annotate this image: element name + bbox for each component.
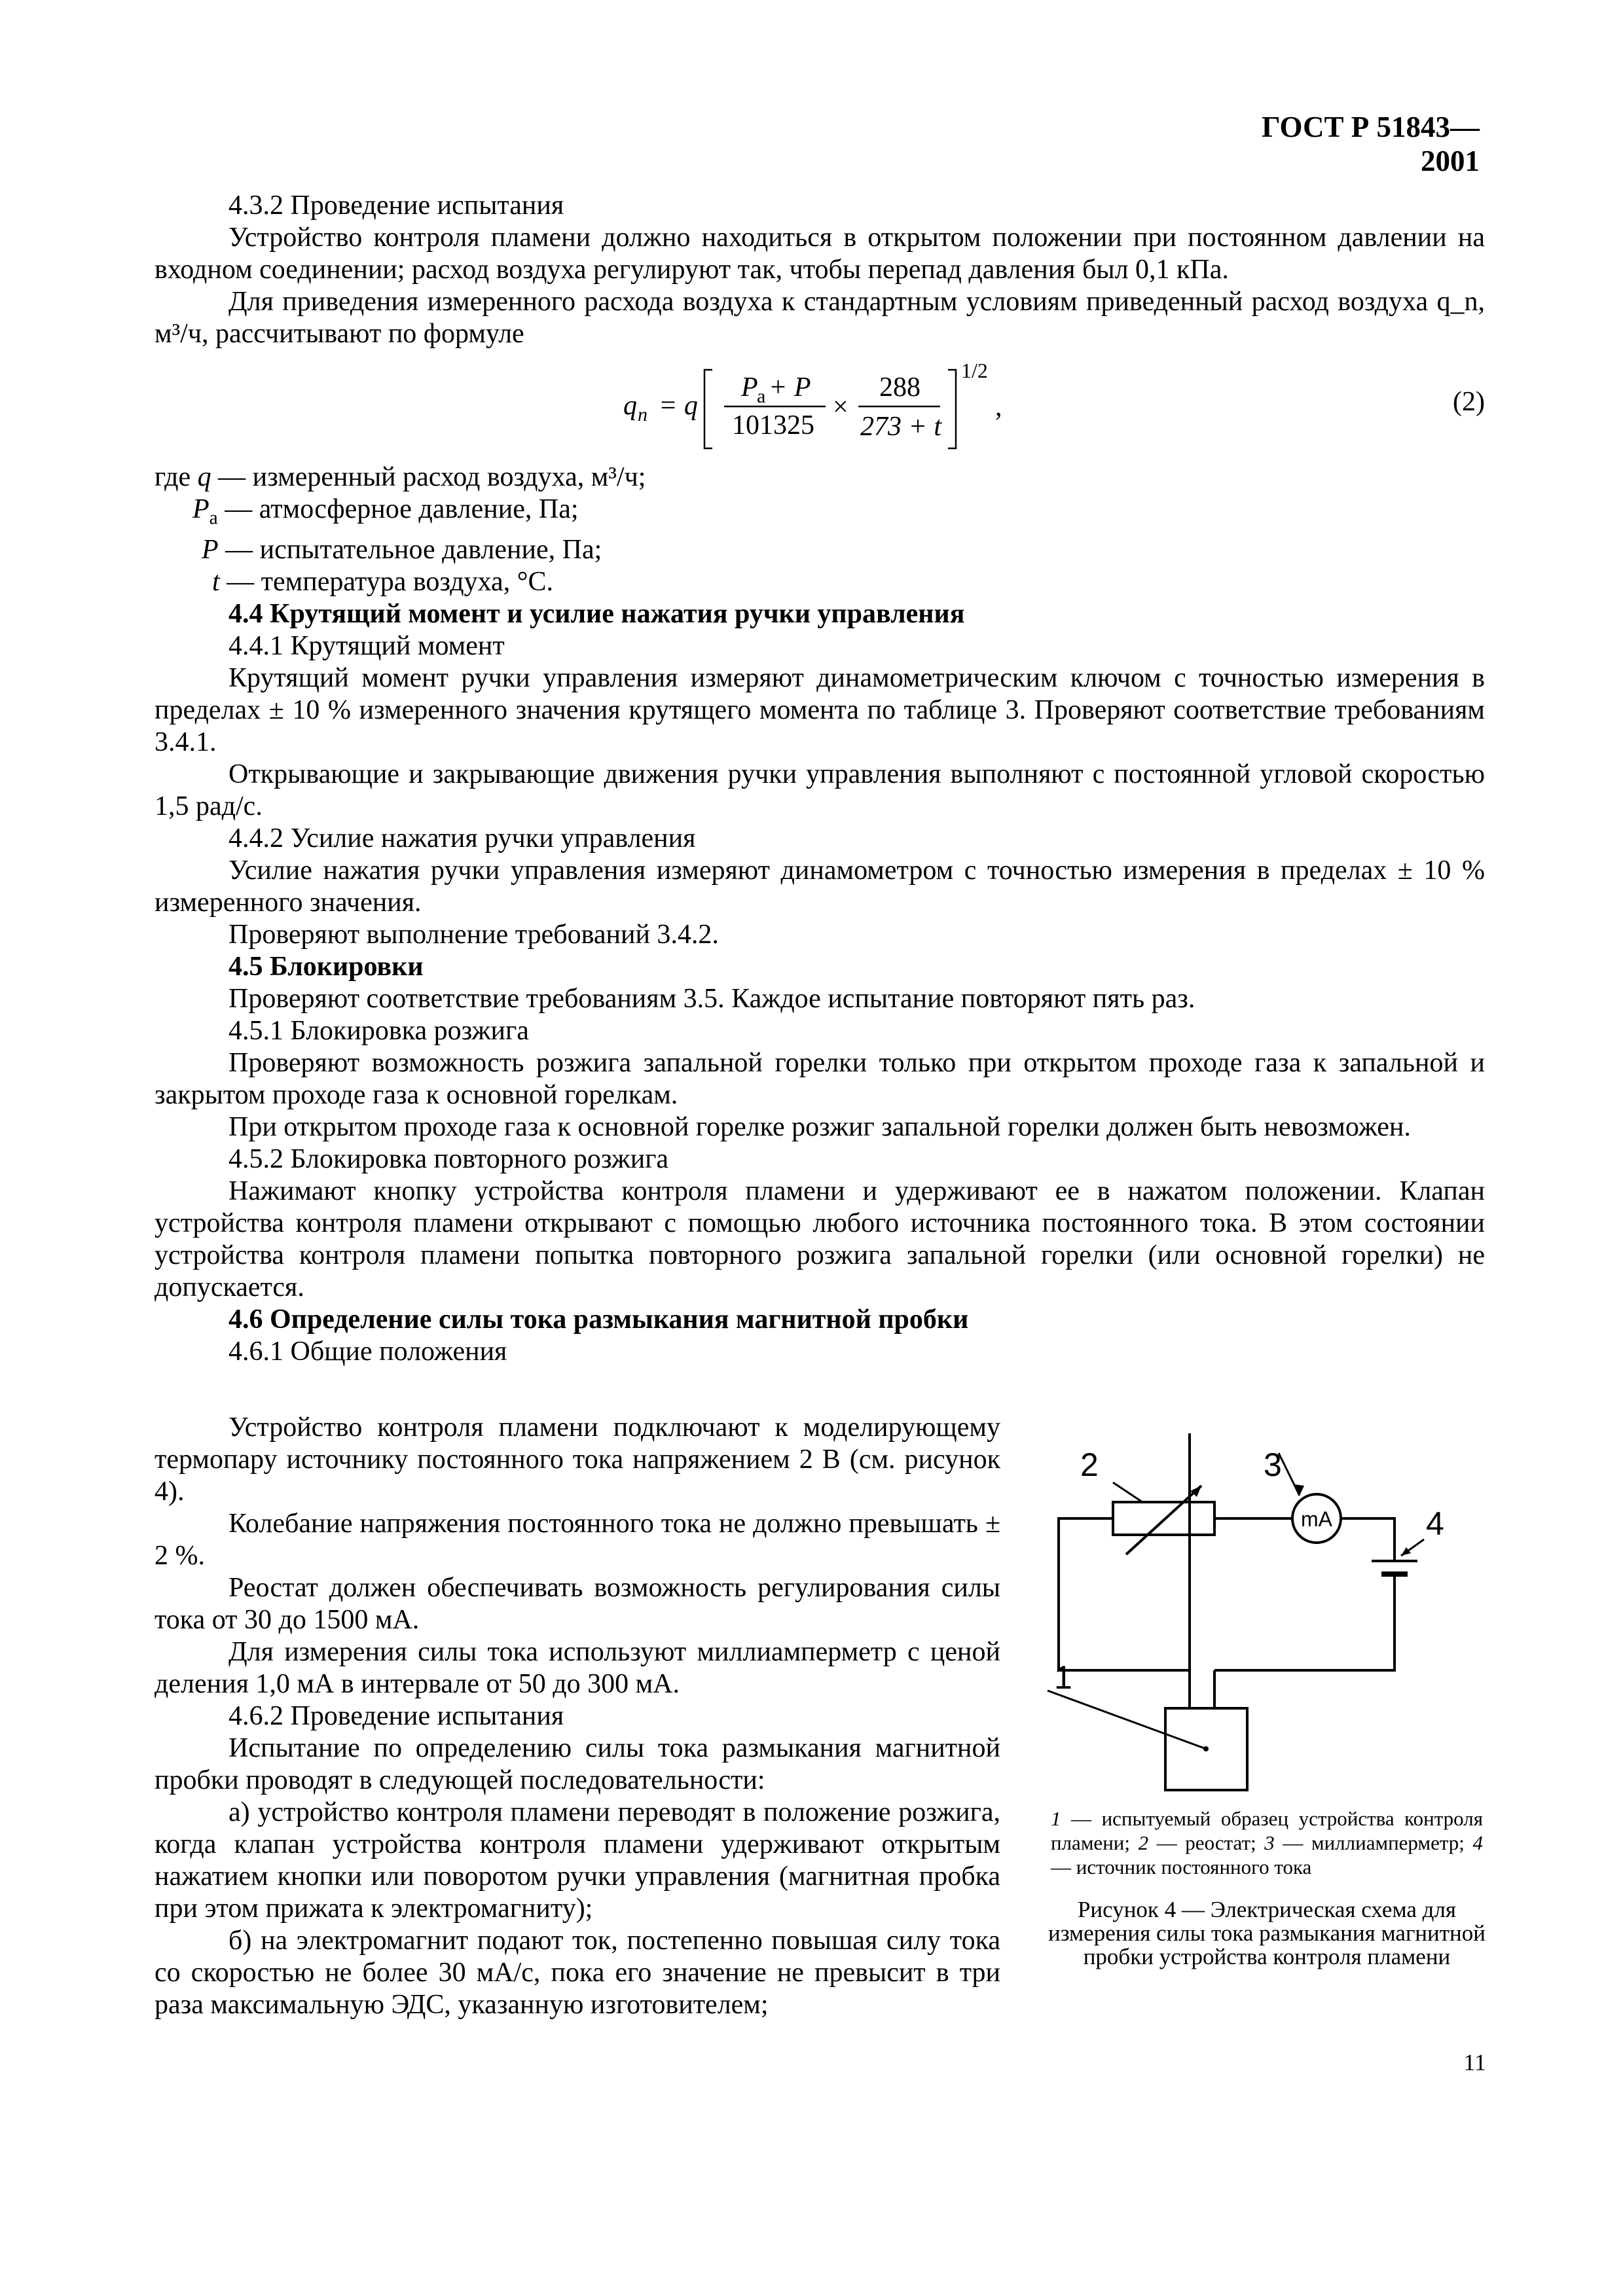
subsection-heading-4-6-2: 4.6.2 Проведение испытания — [228, 1701, 564, 1731]
document-number: ГОСТ Р 51843—2001 — [1261, 111, 1480, 177]
formula-num1-subscript: a — [757, 386, 766, 407]
leader-2 — [1113, 1482, 1142, 1502]
definition-p — [155, 534, 1485, 566]
formula-num2: 288 — [879, 372, 921, 403]
paragraph: Проверяют возможность розжига запальной горелки только при открытом проходе газа к запальной и закрытом проходе газа к основной горелкам. — [155, 1048, 1485, 1111]
device-dot — [1203, 1746, 1209, 1751]
formula-times: × — [833, 392, 848, 422]
formula-comma: , — [995, 392, 1002, 422]
leader-1 — [1048, 1691, 1206, 1749]
paragraph: Для приведения измеренного расхода воздуха к стандартным условиям приведенный расход воздуха q_n, м³/ч, рассчитывают по формуле — [155, 287, 1485, 349]
paragraph: Проверяют выполнение требований 3.4.2. — [228, 920, 719, 950]
formula-lhs-subscript: n — [638, 404, 647, 425]
formula-lhs: q — [623, 391, 637, 421]
paragraph: Устройство контроля пламени подключают к моделирующему термопару источнику постоянного тока напряжением 2 В (см. рисунок 4). — [155, 1412, 1000, 1507]
formula-num1: P — [741, 372, 758, 403]
leader-4-arrowhead — [1401, 1547, 1411, 1556]
paragraph: Крутящий момент ручки управления измеряют динамометрическим ключом с точностью измерения в пределах ± 10 % измеренного значения крутящего момента по таблице 3. Проверяют соответствие требованиям 3.4.1. — [155, 663, 1485, 758]
formula-den2: 273 + t — [860, 412, 942, 442]
paragraph: Нажимают кнопку устройства контроля пламени и удерживают ее в нажатом положении. Клапан устройства контроля пламени открывают с помощью любого источника постоянного тока. В этом состоянии устройства контроля пламени попытка повторного розжига запальной горелки (или основной горелки) не допускается. — [155, 1176, 1485, 1303]
definition-t — [155, 566, 1485, 598]
definition-var: P — [192, 494, 210, 524]
page-number: 11 — [1463, 2049, 1486, 2075]
paragraph: Реостат должен обеспечивать возможность регулирования силы тока от 30 до 1500 мА. — [155, 1573, 1000, 1635]
legend-number: 4 — [1472, 1831, 1483, 1854]
legend-number: 3 — [1264, 1831, 1275, 1854]
main-text — [155, 190, 1485, 1368]
legend-text: — источник постоянного тока — [1051, 1856, 1312, 1878]
figure-4-circuit — [1034, 1433, 1486, 1803]
legend-text: — миллиамперметр; — [1274, 1831, 1473, 1854]
subsection-heading-4-5-1: 4.5.1 Блокировка розжига — [228, 1016, 529, 1047]
legend-number: 2 — [1138, 1831, 1149, 1854]
list-item-b: б) на электромагнит подают ток, постепенно повышая силу тока со скоростью не более 30 мА/с, пока его значение не превысит в три раза максимальную ЭДС, указанную изготовителем; — [155, 1926, 1000, 2020]
paragraph: Устройство контроля пламени должно находиться в открытом положении при постоянном давлении на входном соединении; расход воздуха регулируют так, чтобы перепад давления был 0,1 кПа. — [155, 223, 1485, 285]
legend-number: 1 — [1051, 1807, 1061, 1830]
definition-pa — [155, 493, 1485, 534]
definition-var: q — [197, 462, 211, 492]
legend-text: — испытуемый образец устройства контроля пламени; — [1051, 1807, 1483, 1854]
wire-right — [1214, 1574, 1395, 1670]
paragraph: Усилие нажатия ручки управления измеряют динамометром с точностью измерения в пределах ± 10 % измеренного значения. — [155, 855, 1485, 918]
definition-text: — атмосферное давление, Па; — [225, 494, 579, 524]
subsection-heading-4-4-2: 4.4.2 Усилие нажатия ручки управления — [228, 823, 696, 854]
definition-text: — испытательное давление, Па; — [225, 535, 602, 565]
section-heading-4-6: 4.6 Определение силы тока размыкания магнитной пробки — [228, 1304, 969, 1335]
definition-text: — температура воздуха, °С. — [227, 567, 554, 598]
formula-den1: 101325 — [732, 410, 814, 440]
paragraph: Испытание по определению силы тока размыкания магнитной пробки проводят в следующей последовательности: — [155, 1733, 1000, 1795]
formula-eq: = q — [659, 391, 698, 421]
paragraph: Колебание напряжения постоянного тока не должно превышать ± 2 %. — [155, 1509, 1000, 1571]
label-4: 4 — [1426, 1505, 1444, 1542]
list-item-a: а) устройство контроля пламени переводят в положение розжига, когда клапан устройства контроля пламени удерживают открытым нажатием кнопки или поворотом ручки управления (магнитная пробка при этом прижата к электромагниту); — [155, 1797, 1000, 1924]
formula-exponent: 1/2 — [961, 359, 988, 382]
circuit-diagram — [1034, 1433, 1486, 1800]
definition-var: P — [202, 535, 219, 565]
definition-var: t — [212, 567, 220, 598]
label-3: 3 — [1264, 1446, 1282, 1483]
label-1: 1 — [1054, 1659, 1072, 1696]
figure-legend — [1051, 1806, 1483, 1879]
subsection-heading-4-5-2: 4.5.2 Блокировка повторного розжига — [228, 1144, 669, 1175]
formula-2 — [155, 350, 1485, 461]
formula-number: (2) — [1453, 387, 1485, 417]
definition-text: — измеренный расход воздуха, м³/ч; — [218, 462, 646, 492]
formula-num1-rest: + P — [769, 372, 811, 403]
paragraph: Проверяют соответствие требованиям 3.5. Каждое испытание повторяют пять раз. — [228, 984, 1195, 1014]
figure-title: Рисунок 4 — Электрическая схема для измерения силы тока размыкания магнитной пробки устройства контроля пламени — [1048, 1897, 1486, 1969]
milliammeter-label: mA — [1301, 1507, 1332, 1531]
definition-where: где — [155, 462, 191, 492]
label-2: 2 — [1080, 1446, 1099, 1483]
subsection-heading-4-3-2: 4.3.2 Проведение испытания — [228, 190, 564, 221]
left-column-text — [155, 1412, 1000, 2021]
definition-q — [155, 461, 1485, 493]
section-heading-4-4: 4.4 Крутящий момент и усилие нажатия ручки управления — [228, 599, 965, 630]
definition-var-subscript: a — [209, 507, 218, 529]
formula-left-bracket — [704, 370, 712, 448]
paragraph: Для измерения силы тока используют миллиамперметр с ценой деления 1,0 мА в интервале от 50 до 300 мА. — [155, 1637, 1000, 1699]
subsection-heading-4-4-1: 4.4.1 Крутящий момент — [228, 631, 505, 662]
subsection-heading-4-6-1: 4.6.1 Общие положения — [228, 1336, 507, 1367]
paragraph: Открывающие и закрывающие движения ручки управления выполняют с постоянной угловой скоростью 1,5 рад/с. — [155, 759, 1485, 822]
paragraph: При открытом проходе газа к основной горелке розжиг запальной горелки должен быть невозможен. — [228, 1112, 1411, 1143]
legend-text: — реостат; — [1148, 1831, 1265, 1854]
formula-right-bracket — [948, 370, 956, 448]
formula-definitions — [155, 461, 1485, 598]
wire-top-right — [1341, 1518, 1395, 1561]
wire-left — [1059, 1518, 1190, 1670]
formula-svg — [155, 350, 1485, 461]
section-heading-4-5: 4.5 Блокировки — [228, 952, 424, 982]
